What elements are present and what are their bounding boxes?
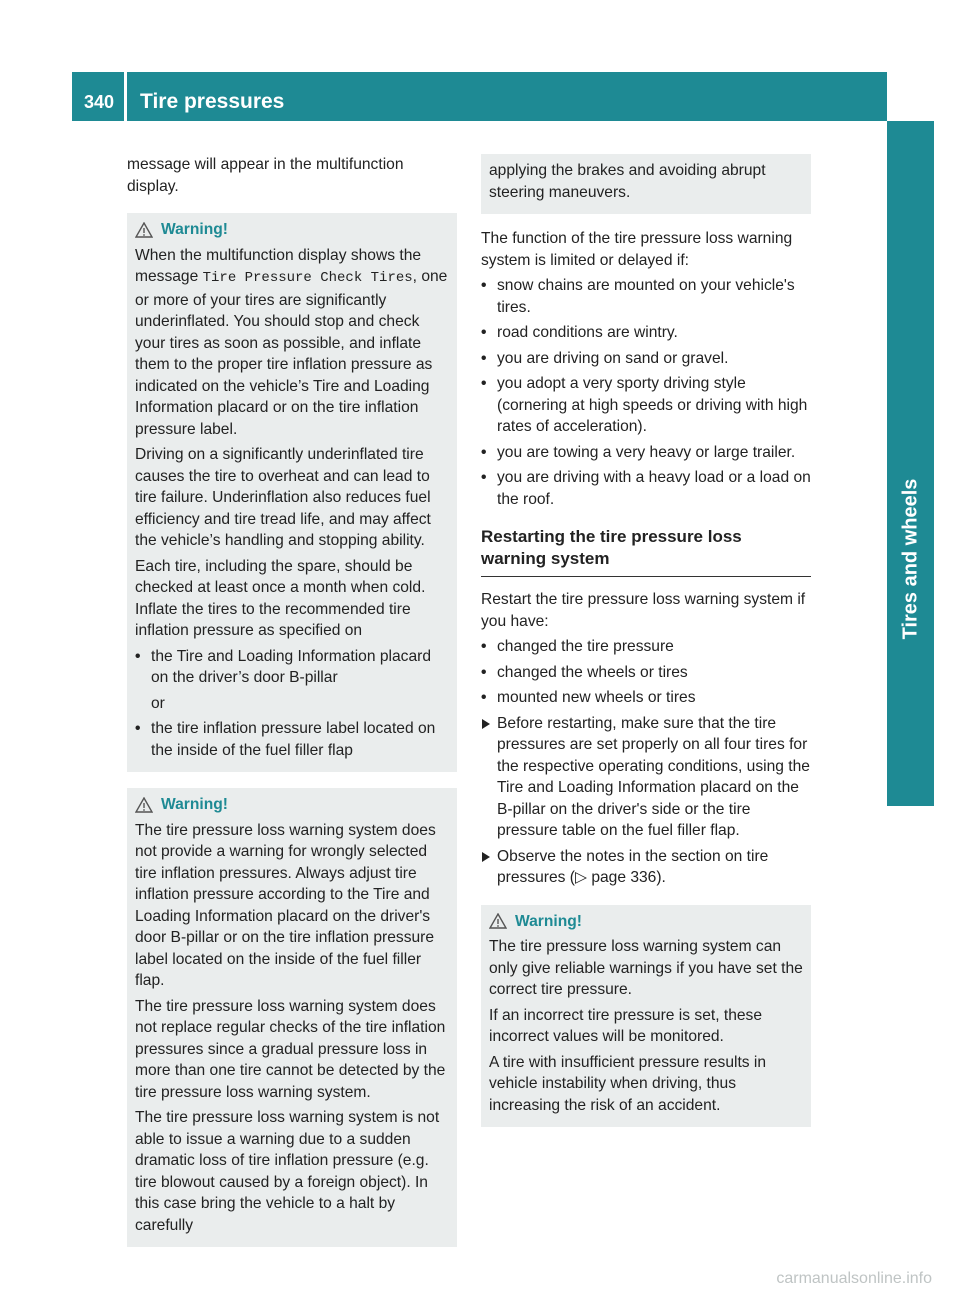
warning-box-2 (127, 788, 457, 1247)
warning-heading: Warning! (489, 911, 805, 933)
list-item: • snow chains are mounted on your vehicle's tires. (481, 275, 811, 318)
warning-paragraph: The tire pressure loss warning system is not able to issue a warning due to a sudden dramatic loss of tire inflation pressure (e.g. tire blowout caused by a foreign object). In this case bring the vehicle to a halt by carefully (135, 1109, 440, 1234)
list-item: • you adopt a very sporty driving style (cornering at high speeds or driving with high rates of acceleration). (481, 373, 811, 438)
continued-warning-box (481, 154, 811, 214)
placard-list (135, 646, 451, 762)
list-item: • the tire inflation pressure label located on the inside of the fuel filler flap (135, 718, 451, 761)
restart-list (481, 636, 811, 709)
warning-heading: Warning! (135, 219, 451, 241)
instruction-step: Before restarting, make sure that the tire pressures are set properly on all four tires for the respective operating conditions, using the Tire and Loading Information placard on the B-pillar on the driver's side or the tire pressure table on the fuel filler flap. (481, 713, 811, 842)
intro-paragraph: message will appear in the multifunction display. (127, 156, 404, 195)
left-column (127, 154, 457, 1261)
warning-box-3 (481, 905, 811, 1128)
list-item: • you are towing a very heavy or large trailer. (481, 442, 811, 464)
restart-intro: Restart the tire pressure loss warning system if you have: (481, 591, 806, 630)
warning-heading: Warning! (135, 794, 451, 816)
warning-paragraph: A tire with insufficient pressure results in vehicle instability when driving, thus increasing the risk of an accident. (489, 1053, 767, 1114)
page-number: 340 (84, 92, 115, 112)
instruction-step: Observe the notes in the section on tire pressures (▷ page 336). (481, 846, 811, 889)
warning-triangle-icon (135, 222, 153, 238)
instruction-steps (481, 713, 811, 889)
list-item: • you are driving on sand or gravel. (481, 348, 811, 370)
limited-list (481, 275, 811, 510)
list-item-or: or (151, 694, 165, 712)
list-item: • changed the tire pressure (481, 636, 811, 658)
list-item: • the Tire and Loading Information placard on the driver’s door B-pillar (135, 646, 451, 689)
warning-box-1 (127, 213, 457, 772)
warning-paragraph: The tire pressure loss warning system can only give reliable warnings if you have set the correct tire pressure. (489, 938, 803, 998)
watermark: carmanualsonline.info (776, 1270, 932, 1287)
list-item: • you are driving with a heavy load or a load on the roof. (481, 467, 811, 510)
warning-paragraph: Driving on a significantly underinflated tire causes the tire to overheat and can lead to tire failure. Underinflation also reduces fuel efficiency and tire tread life, and may affect the vehicle’s handling and stopping ability. (135, 446, 431, 549)
warning-paragraph: The tire pressure loss warning system does not provide a warning for wrongly selected tire inflation pressures. Always adjust tire inflation pressure according to the Tire and Loading Information placard on the driver's door B-pillar or on the tire inflation pressure label located on the inside of the fuel filler flap. (135, 821, 436, 989)
warning-paragraph: If an incorrect tire pressure is set, these incorrect values will be monitored. (489, 1006, 763, 1045)
warning-triangle-icon (135, 797, 153, 813)
right-column (481, 154, 811, 1141)
list-item: • changed the wheels or tires (481, 662, 811, 684)
chapter-label: Tires and wheels (899, 478, 921, 640)
list-item: • road conditions are wintry. (481, 322, 811, 344)
limited-intro: The function of the tire pressure loss warning system is limited or delayed if: (481, 230, 793, 269)
chapter-side-tab (887, 121, 934, 806)
warning-paragraph: When the multifunction display shows the message Tire Pressure Check Tires, one or more of your tires are significantly underinflated. You should stop and check your tires as soon as possible, and inflate them to the proper tire inflation pressure as indicated on the vehicle’s Tire and Loading Information placard or on the tire inflation pressure label. (135, 246, 448, 438)
list-item: • mounted new wheels or tires (481, 687, 811, 709)
page-header (72, 72, 887, 121)
warning-paragraph: The tire pressure loss warning system does not replace regular checks of the tire inflation pressures since a gradual pressure loss in more than one tire cannot be detected by the tire pressure loss warning system. (135, 997, 446, 1101)
warning-paragraph: Each tire, including the spare, should be checked at least once a month when cold. Inflate the tires to the recommended tire inflation pressure as specified on (135, 557, 426, 639)
display-message-code: Tire Pressure Check Tires (202, 270, 413, 286)
section-heading: Restarting the tire pressure loss warning system (481, 526, 811, 577)
warning-triangle-icon (489, 913, 507, 929)
header-separator (124, 72, 127, 121)
warning-paragraph: applying the brakes and avoiding abrupt steering maneuvers. (489, 162, 766, 201)
page-title: Tire pressures (140, 90, 285, 113)
